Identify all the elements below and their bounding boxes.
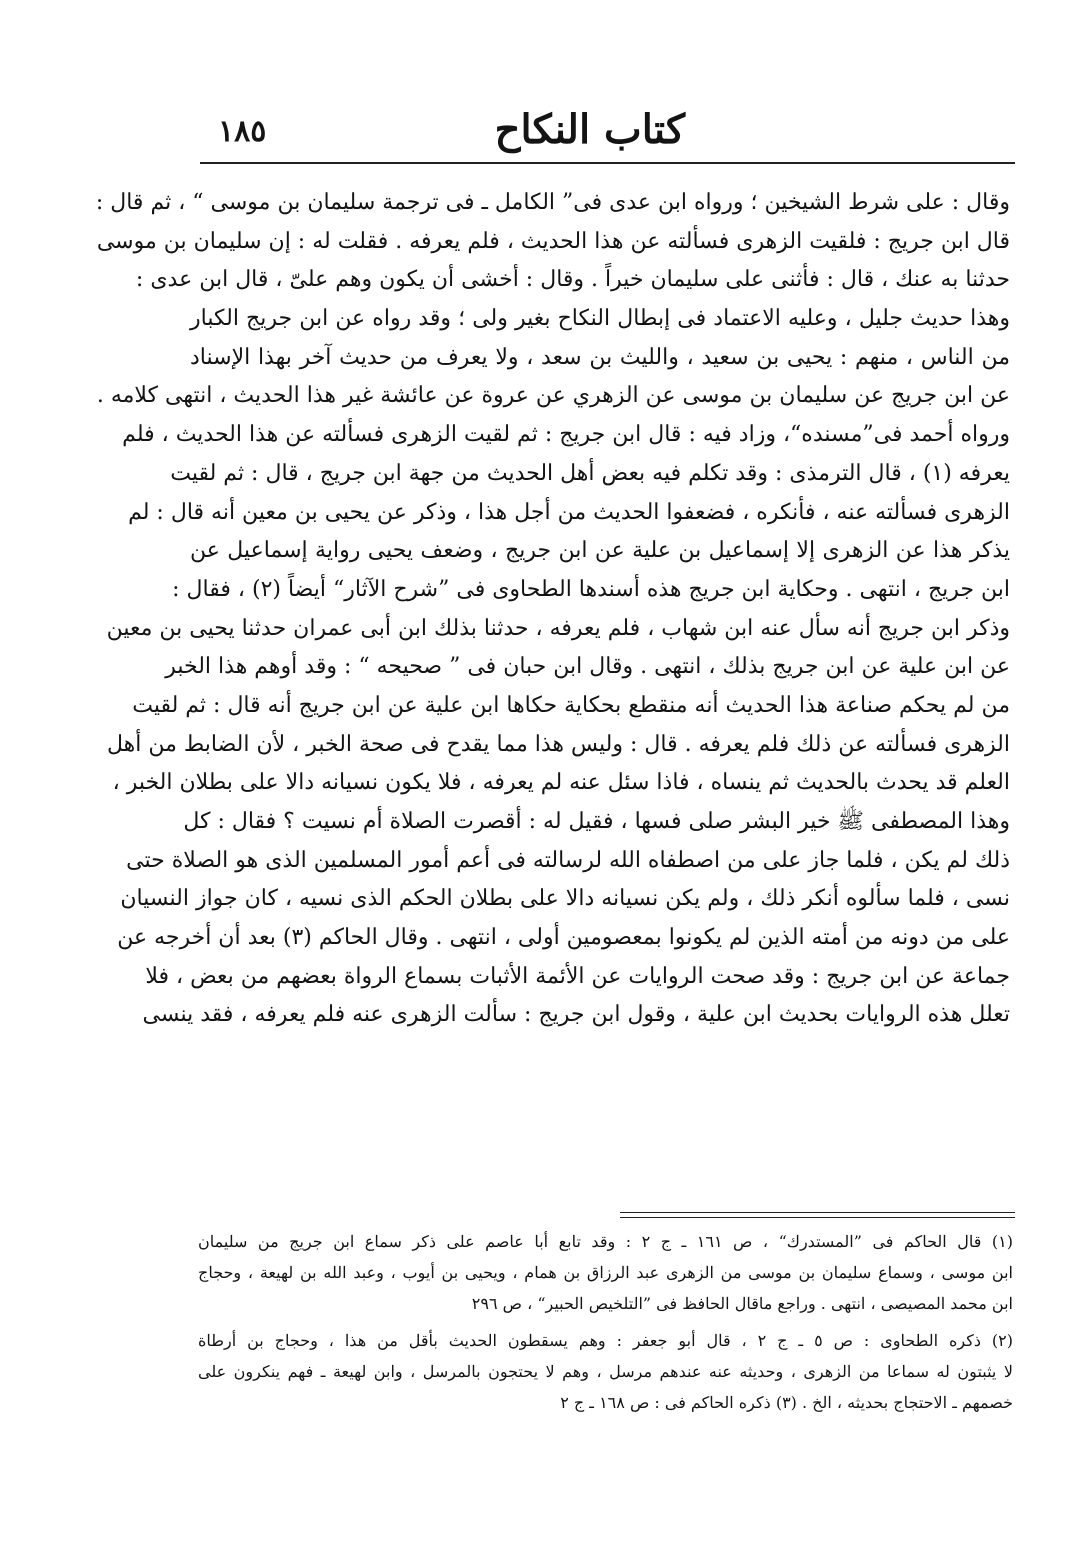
text-line: وقال : على شرط الشيخين ؛ ورواه ابن عدى فى” الكامل ـ فى ترجمة سليمان بن موسى “ ، ثم قال : [95, 190, 1010, 215]
footnote-1-line: (١) قال الحاكم فى ”المستدرك“ ، ص ١٦١ ـ ج ٢ : وقد تابع أبا عاصم على ذكر سماع ابن جريج من سليمان [198, 1232, 1013, 1251]
text-line: ذلك لم يكن ، فلما جاز على من اصطفاه الله لرسالته فى أعم أمور المسلمين الذى هو الصلاة حتى [126, 847, 1010, 873]
text-line: حدثنا به عنك ، قال : فأثنى على سليمان خيراً . وقال : أخشى أن يكون وهم علىّ ، قال ابن عدى : [135, 267, 1010, 293]
text-line: عن ابن جريج عن سليمان بن موسى عن الزهري عن عروة عن عائشة غير هذا الحديث ، انتهى كلامه . [96, 383, 1010, 409]
footnote-1-line: ابن موسى ، وسماع سليمان بن موسى من الزهرى عبد الرزاق بن همام ، ويحيى بن أيوب ، وعبد الله بن لهيعة ، وحجاج [198, 1263, 1013, 1282]
main-text [95, 184, 1010, 1035]
text-line: العلم قد يحدث بالحديث ثم ينساه ، فاذا سئل عنه لم يعرفه ، فلا يكون نسيانه دالا على بطلان الخبر ، [112, 770, 1010, 796]
text-line: من الناس ، منهم : يحيى بن سعيد ، والليث بن سعد ، ولا يعرف من حديث آخر بهذا الإسناد [190, 344, 1010, 370]
text-line: وذكر ابن جريج أنه سأل عنه ابن شهاب ، فلم يعرفه ، حدثنا بذلك ابن أبى عمران حدثنا يحيى بن معين [106, 615, 1010, 641]
footnote-2-line: لا يثبتون له سماعا من الزهرى ، وحديثه عنه عندهم مرسل ، وهم لا يحتجون بالمرسل ، وابن لهيعة ـ فهم ينكرون على [198, 1362, 1013, 1381]
text-line: نسى ، فلما سألوه أنكر ذلك ، ولم يكن نسيانه دالا على بطلان الحكم الذى نسيه ، كان جواز النسيان [120, 886, 1010, 912]
footnote-2-line: (٢) ذكره الطحاوى : ص ٥ ـ ج ٢ ، قال أبو جعفر : وهم يسقطون الحديث بأقل من هذا ، وحجاج بن أرطاة [198, 1331, 1014, 1350]
text-line: من لم يحكم صناعة هذا الحديث أنه منقطع بحكاية حكاها ابن علية عن ابن جريج أنه قال : ثم لقيت [132, 692, 1010, 718]
text-line: الزهرى فسألته عن ذلك فلم يعرفه . قال : وليس هذا مما يقدح فى صحة الخبر ، لأن الضابط من أهل [106, 731, 1010, 757]
text-line: ابن جريج ، انتهى . وحكاية ابن جريج هذه أسندها الطحاوى فى ”شرح الآثار“ أيضاً (٢) ، فقال : [172, 576, 1010, 602]
text-line: يعرفه (١) ، قال الترمذى : وقد تكلم فيه بعض أهل الحديث من جهة ابن جريج ، قال : ثم لقيت [170, 460, 1010, 486]
text-line: وهذا حديث جليل ، وعليه الاعتماد فى إبطال النكاح بغير ولى ؛ وقد رواه عن ابن جريج الكبار [190, 306, 1010, 332]
header-rule [200, 162, 1015, 164]
text-line: وهذا المصطفى ﷺ خير البشر صلى فسها ، فقيل له : أقصرت الصلاة أم نسيت ؟ فقال : كل [183, 809, 1010, 834]
text-line: ورواه أحمد فى”مسنده“، وزاد فيه : قال ابن جريج : ثم لقيت الزهرى فسألته عن هذا الحديث ، فلم [122, 422, 1010, 448]
text-line: عن ابن علية عن ابن جريج بذلك ، انتهى . وقال ابن حبان فى ” صحيحه “ : وقد أوهم هذا الخبر [165, 654, 1010, 680]
text-line: جماعة عن ابن جريج : وقد صحت الروايات عن الأئمة الأثبات بسماع الرواة بعضهم من بعض ، فلا [145, 963, 1010, 989]
footnote-1-line: ابن محمد المصيصى ، انتهى . وراجع ماقال الحافظ فى ”التلخيص الحبير“ ، ص ٢٩٦ [471, 1294, 1013, 1313]
text-line: الزهرى فسألته عنه ، فأنكره ، فضعفوا الحديث من أجل هذا ، وذكر عن يحيى بن معين أنه قال : لم [128, 499, 1010, 525]
text-line: يذكر هذا عن الزهرى إلا إسماعيل بن علية عن ابن جريج ، وضعف يحيى رواية إسماعيل عن [190, 538, 1010, 564]
text-line: قال ابن جريج : فلقيت الزهرى فسألته عن هذا الحديث ، فلم يعرفه . فقلت له : إن سليمان بن موسى [96, 228, 1010, 254]
running-title: كتاب النكاح [494, 106, 685, 153]
footnote-2-line: خصمهم ـ الاحتجاج بحديثه ، الخ . (٣) ذكره الحاكم فى : ص ١٦٨ ـ ج ٢ [560, 1393, 1013, 1412]
page-header [200, 100, 1015, 160]
text-line: على من دونه من أمته الذين لم يكونوا بمعصومين أولى ، انتهى . وقال الحاكم (٣) بعد أن أخرجه عن [117, 925, 1010, 951]
text-line: تعلل هذه الروايات بحديث ابن علية ، وقول ابن جريج : سألت الزهرى عنه فلم يعرفه ، فقد ينسى [142, 1002, 1010, 1028]
page-number: ١٨٥ [218, 114, 267, 149]
footnote-separator [620, 1212, 1015, 1218]
footnotes [198, 1226, 1013, 1418]
